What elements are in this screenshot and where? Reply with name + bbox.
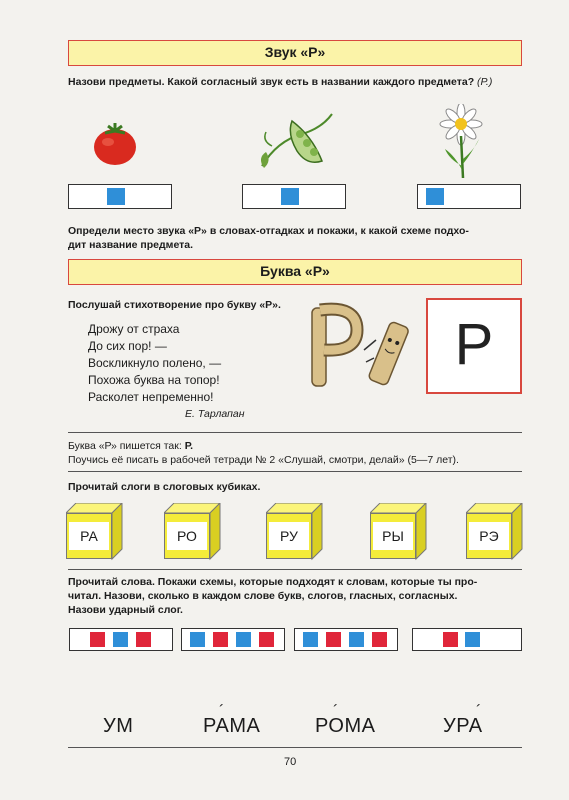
place-instruction-line1: Определи место звука «Р» в словах-отгадках и покажи, к какой схеме подхо- (68, 225, 469, 237)
word-text: РАМА (203, 715, 261, 737)
scheme-square (281, 188, 299, 205)
word-text: УРА (443, 715, 483, 737)
poem (88, 321, 221, 406)
word-scheme-1[interactable] (69, 628, 173, 651)
consonant-cell (465, 632, 480, 647)
big-letter: Р (454, 312, 494, 377)
syllable-cube-3[interactable] (266, 503, 324, 561)
word-um (103, 715, 133, 738)
divider (68, 432, 522, 433)
syllable-cube-4[interactable] (370, 503, 428, 561)
syllable-label: РУ (269, 522, 309, 550)
poem-author: Е. Тарлапан (185, 408, 245, 420)
stress-mark: ´ (219, 703, 225, 720)
section-title-sound: Звук «Р» (68, 40, 522, 66)
words-instruction-line1: Прочитай слова. Покажи схемы, которые подходят к словам, которые ты про- (68, 576, 478, 588)
syllables-heading: Прочитай слоги в слоговых кубиках. (68, 481, 261, 493)
sound-scheme-1[interactable] (68, 184, 172, 209)
practice-text: Поучись её писать в рабочей тетради № 2 «Слушай, смотри, делай» (5—7 лет). (68, 454, 459, 466)
vowel-cell (259, 632, 274, 647)
vowel-cell (136, 632, 151, 647)
poem-line: Расколет непременно! (88, 390, 214, 404)
consonant-cell (236, 632, 251, 647)
page-number: 70 (284, 756, 297, 768)
words-instruction-line2: читал. Назови, сколько в каждом слове букв, слогов, гласных, согласных. (68, 590, 458, 602)
vowel-cell (372, 632, 387, 647)
question-main: Назови предметы. Какой согласный звук есть в названии каждого предмета? (68, 76, 475, 88)
peas-image (252, 106, 344, 178)
divider (68, 471, 522, 472)
write-letter: Р. (184, 440, 194, 452)
words-instruction-line3: Назови ударный слог. (68, 604, 183, 616)
tomato-image (92, 121, 140, 167)
word-text: УМ (103, 715, 134, 737)
divider (68, 569, 522, 570)
stress-mark: ´ (333, 703, 339, 720)
syllable-cube-5[interactable] (466, 503, 524, 561)
poem-line: Похожа буква на топор! (88, 373, 220, 387)
word-scheme-3[interactable] (294, 628, 398, 651)
log-letter-illustration (302, 300, 414, 392)
divider (68, 747, 522, 748)
poem-line: До сих пор! — (88, 339, 167, 353)
word-roma (315, 703, 376, 738)
word-text: РОМА (315, 715, 376, 737)
words-instruction (68, 575, 530, 617)
syllable-cube-2[interactable] (164, 503, 222, 561)
daisy-image (435, 104, 491, 180)
scheme-square (107, 188, 125, 205)
syllable-label: РА (69, 522, 109, 550)
syllable-label: РЫ (373, 522, 413, 550)
sound-scheme-2[interactable] (242, 184, 346, 209)
vowel-cell (326, 632, 341, 647)
vowel-cell (213, 632, 228, 647)
poem-line: Воскликнуло полено, — (88, 356, 222, 370)
word-rama (203, 703, 261, 738)
syllable-label: РЭ (469, 522, 509, 550)
place-instruction (68, 224, 528, 252)
section-title-letter: Буква «Р» (68, 259, 522, 285)
consonant-cell (303, 632, 318, 647)
consonant-cell (113, 632, 128, 647)
question-hint: (Р.) (477, 76, 493, 88)
word-scheme-2[interactable] (181, 628, 285, 651)
word-scheme-4[interactable] (412, 628, 522, 651)
stress-mark: ´ (476, 703, 482, 720)
write-label: Буква «Р» пишется так: (68, 440, 182, 452)
big-letter-box (426, 298, 522, 394)
listen-instruction: Послушай стихотворение про букву «Р». (68, 299, 281, 311)
poem-line: Дрожу от страха (88, 322, 180, 336)
consonant-cell (190, 632, 205, 647)
vowel-cell (90, 632, 105, 647)
write-line (68, 439, 193, 453)
syllable-cube-1[interactable] (66, 503, 124, 561)
vowel-cell (443, 632, 458, 647)
question-text (68, 75, 538, 89)
word-ura (443, 703, 483, 738)
sound-scheme-3[interactable] (417, 184, 521, 209)
consonant-cell (349, 632, 364, 647)
place-instruction-line2: дит название предмета. (68, 239, 194, 251)
syllable-label: РО (167, 522, 207, 550)
scheme-square (426, 188, 444, 205)
